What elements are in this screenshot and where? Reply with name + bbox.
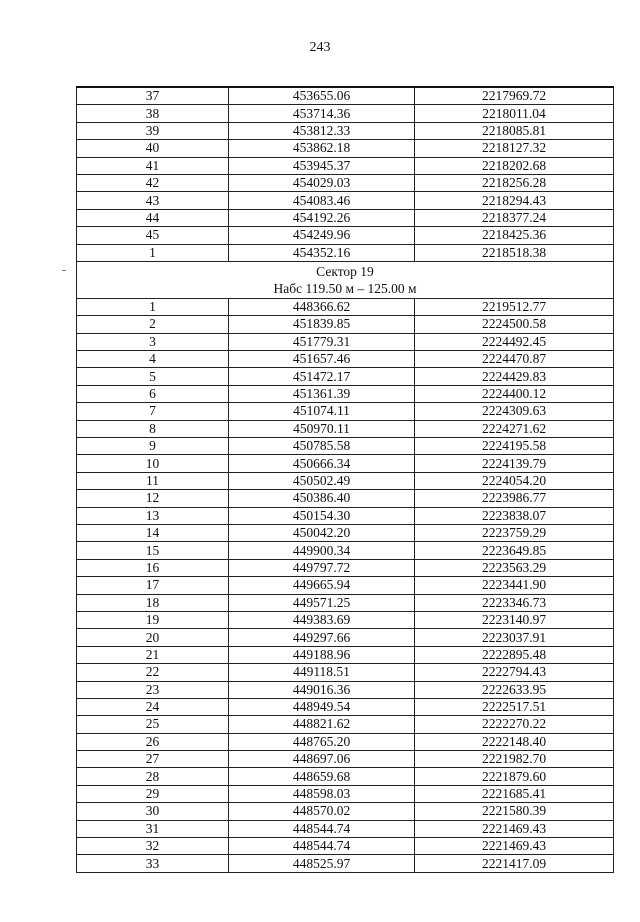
point-number-cell: 21 — [77, 646, 229, 663]
point-number-cell: 26 — [77, 733, 229, 750]
point-number-cell: 3 — [77, 333, 229, 350]
point-number-cell: 33 — [77, 855, 229, 872]
x-coordinate-cell: 448949.54 — [229, 698, 415, 715]
x-coordinate-cell: 451779.31 — [229, 333, 415, 350]
x-coordinate-cell: 449797.72 — [229, 559, 415, 576]
table-row — [77, 122, 614, 139]
table-row — [77, 140, 614, 157]
point-number-cell: 11 — [77, 472, 229, 489]
table-row — [77, 855, 614, 872]
x-coordinate-cell: 449297.66 — [229, 629, 415, 646]
point-number-cell: 30 — [77, 803, 229, 820]
y-coordinate-cell: 2218085.81 — [415, 122, 614, 139]
y-coordinate-cell: 2222633.95 — [415, 681, 614, 698]
point-number-cell: 16 — [77, 559, 229, 576]
table-row — [77, 316, 614, 333]
y-coordinate-cell: 2223563.29 — [415, 559, 614, 576]
x-coordinate-cell: 450666.34 — [229, 455, 415, 472]
table-row — [77, 751, 614, 768]
table-row — [77, 785, 614, 802]
coordinates-table — [76, 86, 614, 873]
y-coordinate-cell: 2218377.24 — [415, 209, 614, 226]
table-row — [77, 646, 614, 663]
x-coordinate-cell: 453655.06 — [229, 87, 415, 105]
y-coordinate-cell: 2224139.79 — [415, 455, 614, 472]
table-row — [77, 403, 614, 420]
y-coordinate-cell: 2218518.38 — [415, 244, 614, 261]
table-row — [77, 524, 614, 541]
table-row — [77, 611, 614, 628]
table-row — [77, 716, 614, 733]
table-row — [77, 559, 614, 576]
point-number-cell: 25 — [77, 716, 229, 733]
y-coordinate-cell: 2223037.91 — [415, 629, 614, 646]
x-coordinate-cell: 453862.18 — [229, 140, 415, 157]
y-coordinate-cell: 2223140.97 — [415, 611, 614, 628]
point-number-cell: 7 — [77, 403, 229, 420]
section-header-cell — [77, 261, 614, 298]
y-coordinate-cell: 2218294.43 — [415, 192, 614, 209]
point-number-cell: 42 — [77, 174, 229, 191]
point-number-cell: 44 — [77, 209, 229, 226]
x-coordinate-cell: 450386.40 — [229, 490, 415, 507]
table-row — [77, 664, 614, 681]
point-number-cell: 40 — [77, 140, 229, 157]
x-coordinate-cell: 454352.16 — [229, 244, 415, 261]
y-coordinate-cell: 2224400.12 — [415, 385, 614, 402]
x-coordinate-cell: 454249.96 — [229, 227, 415, 244]
y-coordinate-cell: 2222148.40 — [415, 733, 614, 750]
point-number-cell: 31 — [77, 820, 229, 837]
x-coordinate-cell: 450154.30 — [229, 507, 415, 524]
y-coordinate-cell: 2224492.45 — [415, 333, 614, 350]
point-number-cell: 10 — [77, 455, 229, 472]
table-row — [77, 157, 614, 174]
table-row — [77, 733, 614, 750]
table-row — [77, 87, 614, 105]
table-row — [77, 490, 614, 507]
y-coordinate-cell: 2222895.48 — [415, 646, 614, 663]
y-coordinate-cell: 2221469.43 — [415, 820, 614, 837]
section-subtitle: Набс 119.50 м – 125.00 м — [273, 280, 417, 296]
point-number-cell: 19 — [77, 611, 229, 628]
table-row — [77, 594, 614, 611]
table-row — [77, 209, 614, 226]
table-row — [77, 192, 614, 209]
point-number-cell: 6 — [77, 385, 229, 402]
point-number-cell: 2 — [77, 316, 229, 333]
y-coordinate-cell: 2224054.20 — [415, 472, 614, 489]
x-coordinate-cell: 448570.02 — [229, 803, 415, 820]
table-row — [77, 803, 614, 820]
table-row — [77, 838, 614, 855]
table-row — [77, 698, 614, 715]
x-coordinate-cell: 454029.03 — [229, 174, 415, 191]
y-coordinate-cell: 2224309.63 — [415, 403, 614, 420]
table-row — [77, 577, 614, 594]
y-coordinate-cell: 2224500.58 — [415, 316, 614, 333]
point-number-cell: 22 — [77, 664, 229, 681]
x-coordinate-cell: 451657.46 — [229, 351, 415, 368]
y-coordinate-cell: 2218127.32 — [415, 140, 614, 157]
point-number-cell: 29 — [77, 785, 229, 802]
table-row — [77, 542, 614, 559]
page-number: 243 — [309, 40, 331, 55]
table-row — [77, 768, 614, 785]
point-number-cell: 9 — [77, 438, 229, 455]
point-number-cell: 28 — [77, 768, 229, 785]
point-number-cell: 32 — [77, 838, 229, 855]
point-number-cell: 20 — [77, 629, 229, 646]
point-number-cell: 39 — [77, 122, 229, 139]
x-coordinate-cell: 449016.36 — [229, 681, 415, 698]
table-row — [77, 455, 614, 472]
point-number-cell: 38 — [77, 105, 229, 122]
x-coordinate-cell: 449118.51 — [229, 664, 415, 681]
x-coordinate-cell: 448544.74 — [229, 838, 415, 855]
y-coordinate-cell: 2217969.72 — [415, 87, 614, 105]
y-coordinate-cell: 2218425.36 — [415, 227, 614, 244]
x-coordinate-cell: 449665.94 — [229, 577, 415, 594]
x-coordinate-cell: 453945.37 — [229, 157, 415, 174]
table-row — [77, 420, 614, 437]
y-coordinate-cell: 2221982.70 — [415, 751, 614, 768]
y-coordinate-cell: 2223838.07 — [415, 507, 614, 524]
x-coordinate-cell: 450502.49 — [229, 472, 415, 489]
point-number-cell: 24 — [77, 698, 229, 715]
x-coordinate-cell: 454083.46 — [229, 192, 415, 209]
table-row — [77, 105, 614, 122]
point-number-cell: 12 — [77, 490, 229, 507]
y-coordinate-cell: 2224429.83 — [415, 368, 614, 385]
table-row — [77, 820, 614, 837]
x-coordinate-cell: 449188.96 — [229, 646, 415, 663]
point-number-cell: 1 — [77, 298, 229, 315]
table-row — [77, 472, 614, 489]
table-row — [77, 298, 614, 315]
point-number-cell: 23 — [77, 681, 229, 698]
section-title: Сектор 19 — [316, 263, 374, 279]
table-row — [77, 244, 614, 261]
y-coordinate-cell: 2218202.68 — [415, 157, 614, 174]
margin-mark — [62, 270, 66, 271]
point-number-cell: 27 — [77, 751, 229, 768]
y-coordinate-cell: 2224271.62 — [415, 420, 614, 437]
point-number-cell: 4 — [77, 351, 229, 368]
y-coordinate-cell: 2221580.39 — [415, 803, 614, 820]
y-coordinate-cell: 2219512.77 — [415, 298, 614, 315]
y-coordinate-cell: 2223346.73 — [415, 594, 614, 611]
y-coordinate-cell: 2223649.85 — [415, 542, 614, 559]
y-coordinate-cell: 2222270.22 — [415, 716, 614, 733]
x-coordinate-cell: 450970.11 — [229, 420, 415, 437]
x-coordinate-cell: 448598.03 — [229, 785, 415, 802]
point-number-cell: 5 — [77, 368, 229, 385]
x-coordinate-cell: 453714.36 — [229, 105, 415, 122]
x-coordinate-cell: 448821.62 — [229, 716, 415, 733]
point-number-cell: 15 — [77, 542, 229, 559]
x-coordinate-cell: 448659.68 — [229, 768, 415, 785]
x-coordinate-cell: 448697.06 — [229, 751, 415, 768]
section-header-group — [77, 261, 614, 298]
x-coordinate-cell: 449383.69 — [229, 611, 415, 628]
y-coordinate-cell: 2222794.43 — [415, 664, 614, 681]
y-coordinate-cell: 2223441.90 — [415, 577, 614, 594]
x-coordinate-cell: 451361.39 — [229, 385, 415, 402]
y-coordinate-cell: 2221879.60 — [415, 768, 614, 785]
x-coordinate-cell: 448544.74 — [229, 820, 415, 837]
y-coordinate-cell: 2221469.43 — [415, 838, 614, 855]
x-coordinate-cell: 450042.20 — [229, 524, 415, 541]
point-number-cell: 18 — [77, 594, 229, 611]
section-header-row — [77, 261, 614, 298]
x-coordinate-cell: 450785.58 — [229, 438, 415, 455]
y-coordinate-cell: 2221685.41 — [415, 785, 614, 802]
x-coordinate-cell: 451839.85 — [229, 316, 415, 333]
table-row — [77, 385, 614, 402]
x-coordinate-cell: 449900.34 — [229, 542, 415, 559]
point-number-cell: 13 — [77, 507, 229, 524]
x-coordinate-cell: 451472.17 — [229, 368, 415, 385]
point-number-cell: 41 — [77, 157, 229, 174]
table-row — [77, 333, 614, 350]
table-row — [77, 438, 614, 455]
x-coordinate-cell: 448525.97 — [229, 855, 415, 872]
x-coordinate-cell: 449571.25 — [229, 594, 415, 611]
table-row — [77, 368, 614, 385]
table-row — [77, 227, 614, 244]
point-number-cell: 45 — [77, 227, 229, 244]
x-coordinate-cell: 453812.33 — [229, 122, 415, 139]
table-row — [77, 629, 614, 646]
y-coordinate-cell: 2223759.29 — [415, 524, 614, 541]
table-row — [77, 174, 614, 191]
x-coordinate-cell: 451074.11 — [229, 403, 415, 420]
x-coordinate-cell: 448765.20 — [229, 733, 415, 750]
y-coordinate-cell: 2221417.09 — [415, 855, 614, 872]
point-number-cell: 17 — [77, 577, 229, 594]
point-number-cell: 8 — [77, 420, 229, 437]
y-coordinate-cell: 2222517.51 — [415, 698, 614, 715]
point-number-cell: 37 — [77, 87, 229, 105]
x-coordinate-cell: 454192.26 — [229, 209, 415, 226]
table-body-top — [77, 87, 614, 261]
table-row — [77, 507, 614, 524]
table-row — [77, 351, 614, 368]
y-coordinate-cell: 2224195.58 — [415, 438, 614, 455]
table-row — [77, 681, 614, 698]
table-body-bottom — [77, 298, 614, 872]
y-coordinate-cell: 2218011.04 — [415, 105, 614, 122]
point-number-cell: 1 — [77, 244, 229, 261]
y-coordinate-cell: 2223986.77 — [415, 490, 614, 507]
point-number-cell: 43 — [77, 192, 229, 209]
point-number-cell: 14 — [77, 524, 229, 541]
y-coordinate-cell: 2224470.87 — [415, 351, 614, 368]
x-coordinate-cell: 448366.62 — [229, 298, 415, 315]
y-coordinate-cell: 2218256.28 — [415, 174, 614, 191]
